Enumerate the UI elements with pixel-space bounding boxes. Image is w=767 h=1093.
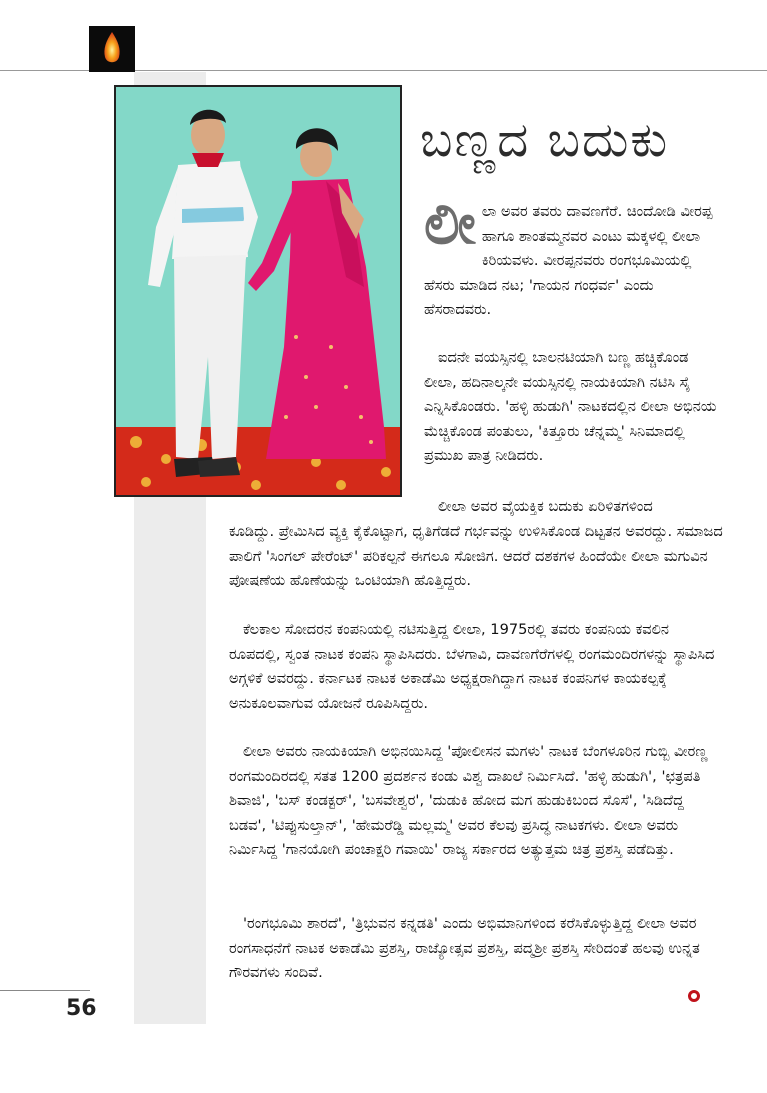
paragraph-1	[424, 192, 722, 323]
paragraph-4	[229, 618, 723, 716]
page-number: 56	[66, 996, 97, 1021]
paragraph-3-text: ಕೂಡಿದ್ದು. ಪ್ರೇಮಿಸಿದ ವ್ಯಕ್ತಿ ಕೈಕೊಟ್ಟಾಗ, ಧೃತಿಗೆಡದೆ ಗರ್ಭವನ್ನು ಉಳಿಸಿಕೊಂಡ ದಿಟ್ಟತನ ಅವರದ್ದು. ಸಮಾಜದ ಪಾಲಿಗೆ 'ಸಿಂಗಲ್ ಪೇರೆಂಟ್' ಪರಿಕಲ್ಪನೆ ಈಗಲೂ ಸೋಜಿಗ. ಆದರೆ ದಶಕಗಳ ಹಿಂದೆಯೇ ಲೀಲಾ ಮಗುವಿನ ಪೋಷಣೆಯ ಹೊಣೆಯನ್ನು ಒಂಟಿಯಾಗಿ ಹೊತ್ತಿದ್ದರು.	[229, 523, 723, 590]
flame-icon	[101, 31, 123, 67]
footer-rule	[0, 990, 90, 991]
paragraph-5	[229, 740, 723, 863]
paragraph-3	[229, 520, 723, 594]
article-title: ಬಣ್ಣದ ಬದುಕು	[420, 112, 670, 168]
couple-photo	[114, 85, 402, 497]
paragraph-4-text: ಕೆಲಕಾಲ ಸೋದರನ ಕಂಪನಿಯಲ್ಲಿ ನಟಿಸುತ್ತಿದ್ದ ಲೀಲಾ, 1975ರಲ್ಲಿ ತವರು ಕಂಪನಿಯ ಕವಲಿನ ರೂಪದಲ್ಲಿ, ಸ್ವಂತ ನಾಟಕ ಕಂಪನಿ ಸ್ಥಾಪಿಸಿದರು. ಬೆಳಗಾವಿ, ದಾವಣಗೆರೆಗಳಲ್ಲಿ ರಂಗಮಂದಿರಗಳನ್ನು ಸ್ಥಾಪಿಸಿದ ಅಗ್ಗಳಿಕೆ ಅವರದ್ದು. ಕರ್ನಾಟಕ ನಾಟಕ ಅಕಾಡೆಮಿ ಅಧ್ಯಕ್ಷರಾಗಿದ್ದಾಗ ನಾಟಕ ಕಂಪನಿಗಳ ಕಾಯಕಲ್ಪಕ್ಕೆ ಅನುಕೂಲವಾಗುವ ಯೋಜನೆ ರೂಪಿಸಿದ್ದರು.	[229, 621, 715, 712]
paragraph-2	[424, 346, 722, 469]
paragraph-5-text: ಲೀಲಾ ಅವರು ನಾಯಕಿಯಾಗಿ ಅಭಿನಯಿಸಿದ್ದ 'ಪೋಲೀಸನ ಮಗಳು' ನಾಟಕ ಬೆಂಗಳೂರಿನ ಗುಬ್ಬಿ ವೀರಣ್ಣ ರಂಗಮಂದಿರದಲ್ಲಿ ಸತತ 1200 ಪ್ರದರ್ಶನ ಕಂಡು ವಿಶ್ವ ದಾಖಲೆ ನಿರ್ಮಿಸಿದೆ. 'ಹಳ್ಳಿ ಹುಡುಗಿ', 'ಛತ್ರಪತಿ ಶಿವಾಜಿ', 'ಬಸ್ ಕಂಡಕ್ಟರ್', 'ಬಸವೇಶ್ವರ', 'ದುಡುಕಿ ಹೋದ ಮಗ ಹುಡುಕಿಬಂದ ಸೊಸೆ', 'ಸಿಡಿದೆದ್ದ ಬಡವ', 'ಟಿಪ್ಪುಸುಲ್ತಾನ್', 'ಹೇಮರೆಡ್ಡಿ ಮಲ್ಲಮ್ಮ' ಅವರ ಕೆಲವು ಪ್ರಸಿದ್ಧ ನಾಟಕಗಳು. ಲೀಲಾ ಅವರು ನಿರ್ಮಿಸಿದ್ದ 'ಗಾನಯೋಗಿ ಪಂಚಾಕ್ಷರಿ ಗವಾಯಿ' ರಾಜ್ಯ ಸರ್ಕಾರದ ಅತ್ಯುತ್ತಮ ಚಿತ್ರ ಪ್ರಶಸ್ತಿ ಪಡೆದಿತ್ತು.	[229, 743, 708, 859]
paragraph-3-first-line-text: ಲೀಲಾ ಅವರ ವೈಯಕ್ತಿಕ ಬದುಕು ಏರಿಳಿತಗಳಿಂದ	[438, 498, 653, 515]
paragraph-2-text: ಐದನೇ ವಯಸ್ಸಿನಲ್ಲಿ ಬಾಲನಟಿಯಾಗಿ ಬಣ್ಣ ಹಚ್ಚಿಕೊಂಡ ಲೀಲಾ, ಹದಿನಾಲ್ಕನೇ ವಯಸ್ಸಿನಲ್ಲಿ ನಾಯಕಿಯಾಗಿ ನಟಿಸಿ ಸೈ ಎನ್ನಿಸಿಕೊಂಡರು. 'ಹಳ್ಳಿ ಹುಡುಗಿ' ನಾಟಕದಲ್ಲಿನ ಲೀಲಾ ಅಭಿನಯ ಮೆಚ್ಚಿಕೊಂಡ ಪಂತುಲು, 'ಕಿತ್ತೂರು ಚೆನ್ನಮ್ಮ' ಸಿನಿಮಾದಲ್ಲಿ ಪ್ರಮುಖ ಪಾತ್ರ ನೀಡಿದರು.	[424, 349, 717, 465]
paragraph-1-text: ಲಾ ಅವರ ತವರು ದಾವಣಗೆರೆ. ಚಿಂದೋಡಿ ವೀರಪ್ಪ ಹಾಗೂ ಶಾಂತಮ್ಮನವರ ಎಂಟು ಮಕ್ಕಳಲ್ಲಿ ಲೀಲಾ ಕಿರಿಯವಳು. ವೀರಪ್ಪನವರು ರಂಗಭೂಮಿಯಲ್ಲಿ ಹೆಸರು ಮಾಡಿದ ನಟ; 'ಗಾಯನ ಗಂಧರ್ವ' ಎಂದು ಹೆಸರಾದವರು.	[424, 203, 713, 319]
paragraph-3-first-line	[424, 495, 722, 520]
flame-logo-icon	[89, 26, 135, 72]
circle-end-icon	[688, 990, 700, 1002]
drop-cap: ಲೀ	[424, 192, 476, 257]
paragraph-6-text: 'ರಂಗಭೂಮಿ ಶಾರದೆ', 'ತ್ರಿಭುವನ ಕನ್ನಡತಿ' ಎಂದು ಅಭಿಮಾನಿಗಳಿಂದ ಕರೆಸಿಕೊಳ್ಳುತ್ತಿದ್ದ ಲೀಲಾ ಅವರ ರಂಗಸಾಧನೆಗೆ ನಾಟಕ ಅಕಾಡೆಮಿ ಪ್ರಶಸ್ತಿ, ರಾಜ್ಯೋತ್ಸವ ಪ್ರಶಸ್ತಿ, ಪದ್ಮಶ್ರೀ ಪ್ರಶಸ್ತಿ ಸೇರಿದಂತೆ ಹಲವು ಉನ್ನತ ಗೌರವಗಳು ಸಂದಿವೆ.	[229, 915, 700, 982]
paragraph-6	[229, 912, 723, 986]
